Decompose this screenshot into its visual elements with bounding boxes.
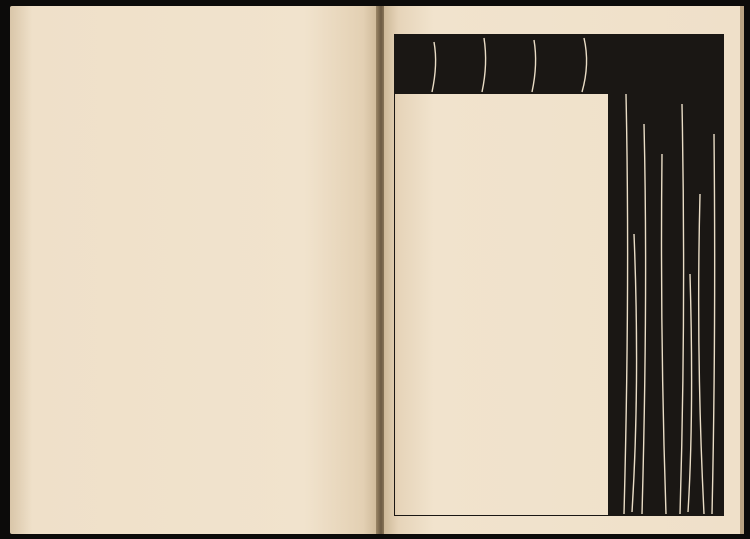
book-spread <box>6 6 744 534</box>
left-page <box>10 6 378 534</box>
owl-woodcut-illustration <box>394 34 724 516</box>
page-edge <box>740 6 744 534</box>
right-page <box>384 6 740 534</box>
